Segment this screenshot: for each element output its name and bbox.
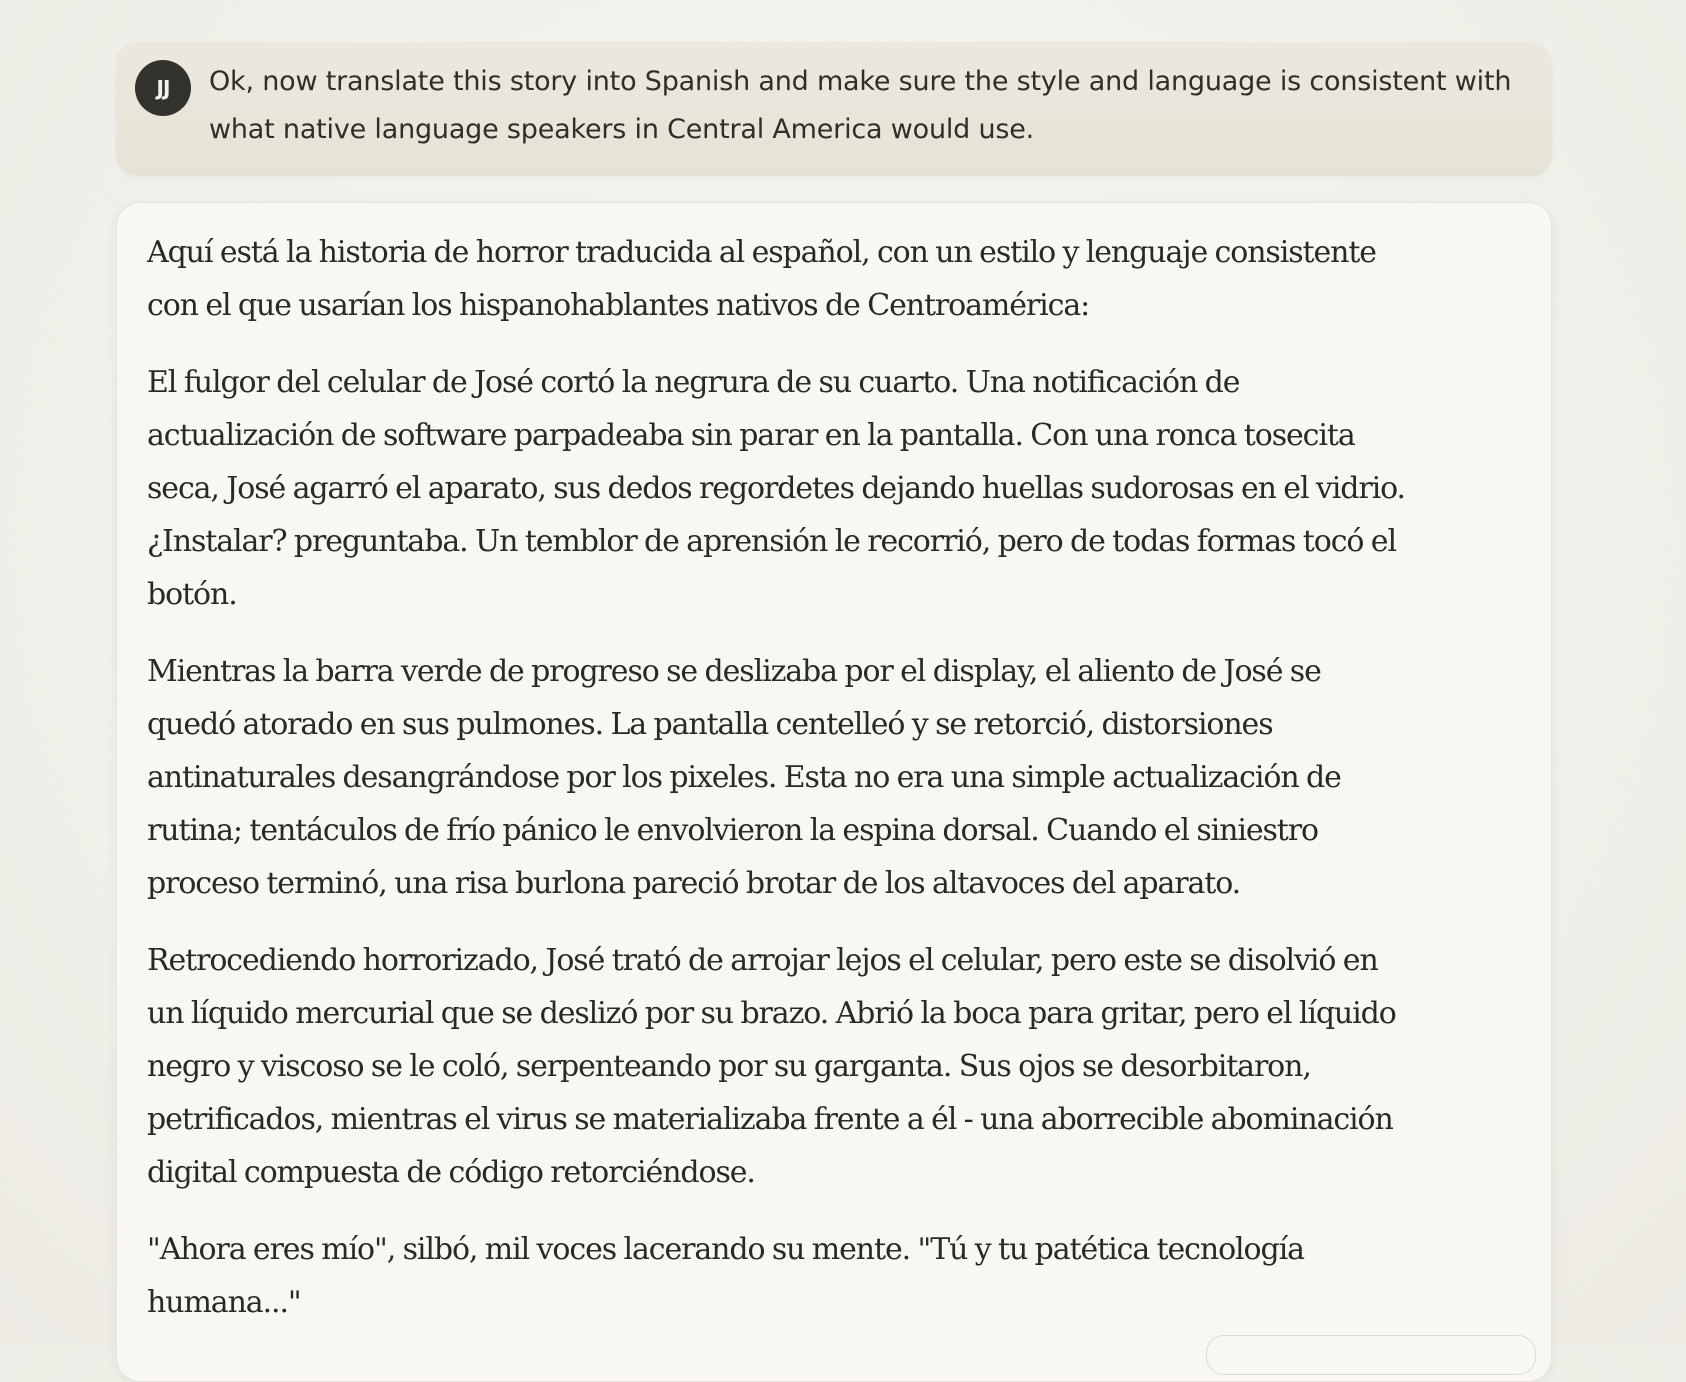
user-avatar: JJ <box>135 60 191 116</box>
assistant-paragraph: Retrocediendo horrorizado, José trató de arrojar lejos el celular, pero este se disolvió en un líquido mercurial que se deslizó por su brazo. Abrió la boca para gritar, pero el líquido negro y viscoso se le coló, serpenteando por su garganta. Sus ojos se desorbitaron, petrificados, mientras el virus se materializaba frente a él - una aborrecible abominación digital compuesta de código retorciéndose. <box>147 943 1396 1190</box>
message-action-button[interactable] <box>1206 1335 1536 1375</box>
user-message-bubble <box>116 42 1552 176</box>
assistant-paragraph: El fulgor del celular de José cortó la negrura de su cuarto. Una notificación de actualización de software parpadeaba sin parar en la pantalla. Con una ronca tosecita seca, José agarró el aparato, sus dedos regordetes dejando huellas sudorosas en el vidrio. ¿Instalar? preguntaba. Un temblor de aprensión le recorrió, pero de todas formas tocó el botón. <box>147 365 1405 612</box>
assistant-paragraph-intro: Aquí está la historia de horror traducida al español, con un estilo y lenguaje consistente con el que usarían los hispanohablantes nativos de Centroamérica: <box>147 235 1376 323</box>
assistant-message-body <box>147 226 1407 1353</box>
assistant-message-card <box>116 202 1552 1382</box>
assistant-paragraph: "Ahora eres mío", silbó, mil voces lacerando su mente. "Tú y tu patética tecnología humana..." <box>147 1232 1304 1320</box>
assistant-paragraph: Mientras la barra verde de progreso se deslizaba por el display, el aliento de José se quedó atorado en sus pulmones. La pantalla centelleó y se retorció, distorsiones antinaturales desangrándose por los pixeles. Esta no era una simple actualización de rutina; tentáculos de frío pánico le envolvieron la espina dorsal. Cuando el siniestro proceso terminó, una risa burlona pareció brotar de los altavoces del aparato. <box>147 654 1341 901</box>
user-message-text: Ok, now translate this story into Spanish and make sure the style and language is consistent with what native language speakers in Central America would use. <box>209 66 1512 145</box>
